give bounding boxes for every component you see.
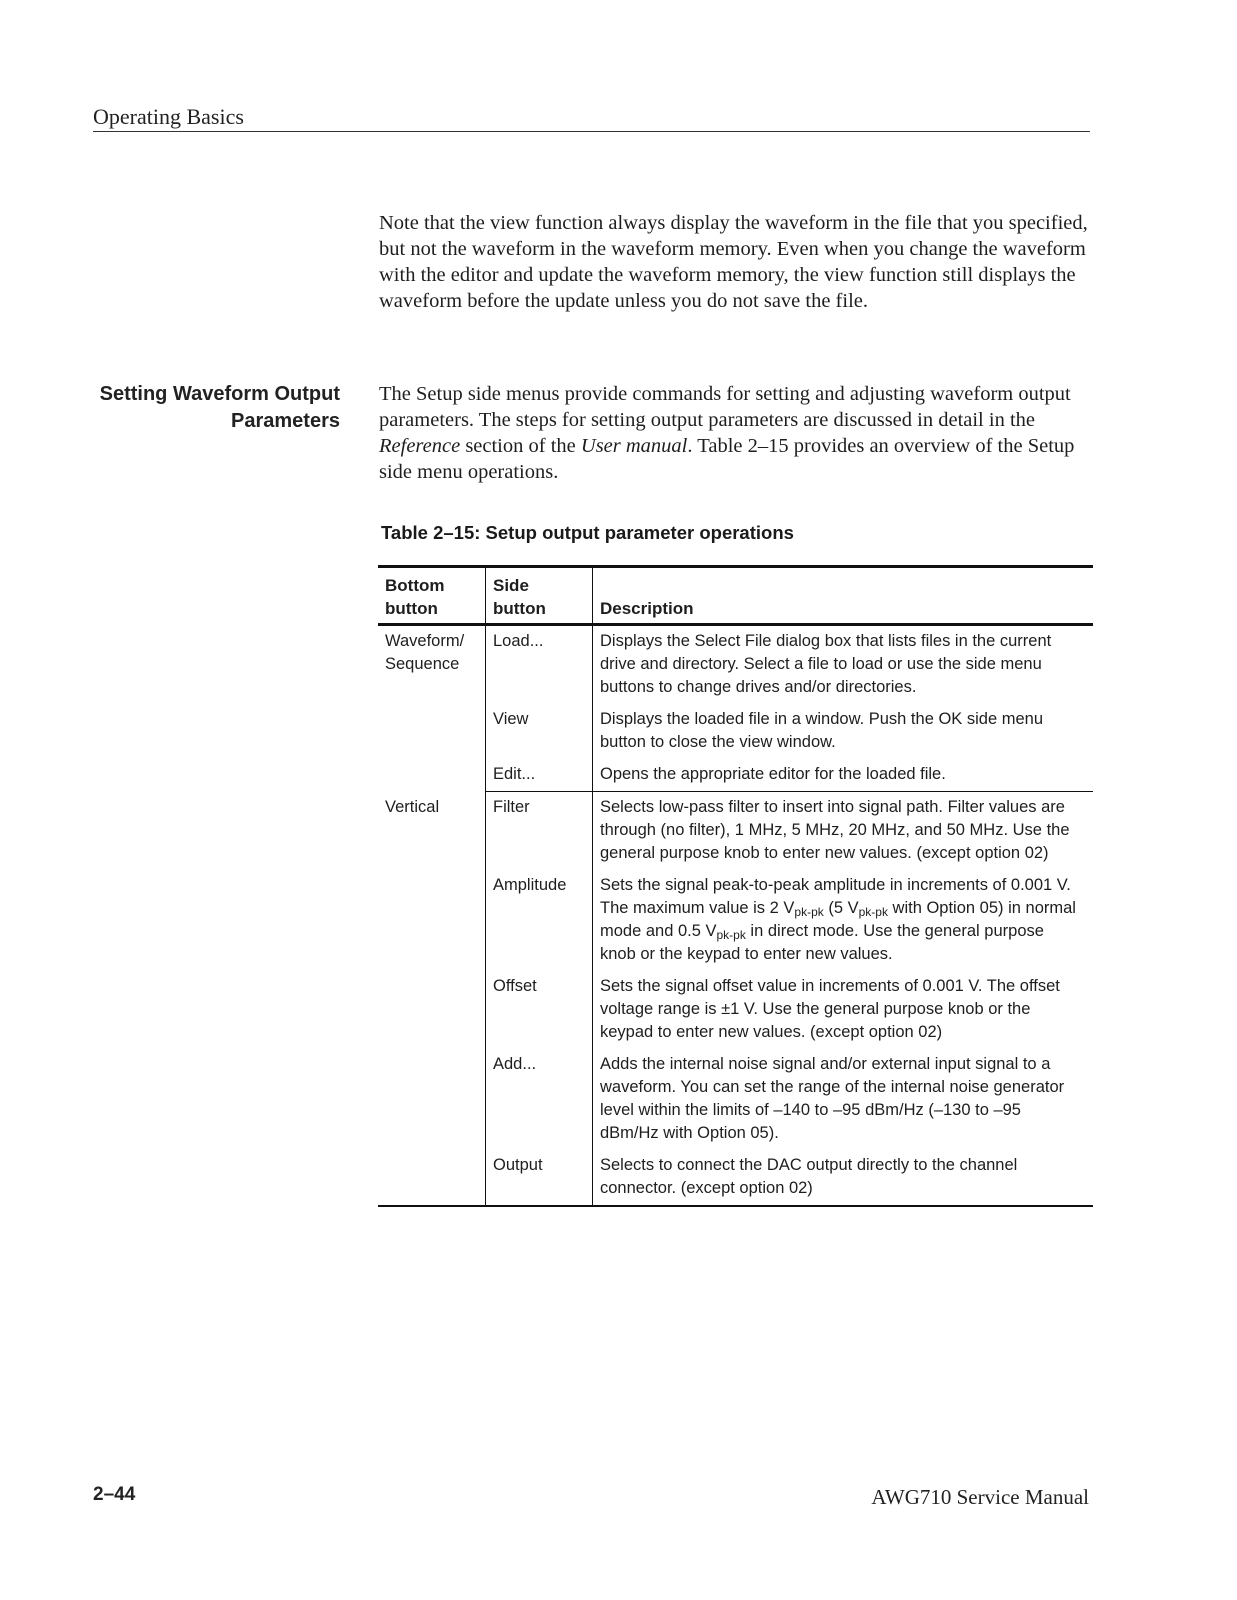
bottom-label-l2: Sequence <box>385 655 460 673</box>
intro-paragraph: Note that the view function always display the waveform in the file that you specified, but not the waveform in the waveform memory. Even when you change the waveform with the editor and update the waveform memory, the view function still displays the waveform before the update unless you do not save the file. <box>379 212 1088 312</box>
amplitude-text-3: with Option 05) in normal mode and 0.5 V <box>600 899 1076 940</box>
section-heading <box>60 381 340 435</box>
side-cell: Filter <box>486 792 593 871</box>
description-cell <box>593 870 1094 971</box>
manual-title: AWG710 Service Manual <box>871 1485 1089 1509</box>
setup-operations-table <box>378 565 1093 1207</box>
side-cell: Output <box>486 1150 593 1206</box>
bottom-cell-waveform-sequence <box>378 625 486 792</box>
description-cell: Displays the Select File dialog box that lists files in the current drive and directory. Select a file to load or use the side menu buttons to change drives and/or directories. <box>600 632 1052 696</box>
description-cell: Adds the internal noise signal and/or external input signal to a waveform. You can set the range of the internal noise generator level within the limits of –140 to –95 dBm/Hz (–130 to –95 dBm/Hz with Option 05). <box>600 1055 1065 1142</box>
header-bottom-button <box>378 567 486 625</box>
table-row <box>378 870 1093 971</box>
description-cell: Displays the loaded file in a window. Push the OK side menu button to close the view window. <box>600 710 1044 751</box>
amplitude-text-4: in direct mode. Use the general purpose knob or the keypad to enter new values. <box>600 922 1044 963</box>
side-cell: Add... <box>486 1049 593 1150</box>
reference-term: Reference <box>379 435 461 457</box>
table-row <box>378 792 1093 871</box>
side-cell: Load... <box>486 625 593 705</box>
description-cell: Sets the signal offset value in increments of 0.001 V. The offset voltage range is ±1 V. Use the general purpose knob or the keypad to enter new values. (except option 02) <box>600 977 1060 1041</box>
setup-text-3: . Table 2–15 provides an overview of the Setup side menu operations. <box>379 435 1075 483</box>
table-header-row <box>378 567 1093 625</box>
setup-text-1: The Setup side menus provide commands for setting and adjusting waveform output parameters. The steps for setting output parameters are discussed in detail in the <box>379 383 1071 431</box>
page-number: 2–44 <box>93 1484 136 1505</box>
table-row <box>378 1049 1093 1150</box>
table-row <box>378 759 1093 792</box>
table-row <box>378 625 1093 705</box>
header-rule <box>93 131 1090 132</box>
header-side-button <box>486 567 593 625</box>
subscript-pk-pk: pk-pk <box>716 928 746 942</box>
setup-paragraph <box>379 381 1094 485</box>
setup-text-2: section of the <box>460 435 581 457</box>
section-heading-line2: Parameters <box>231 410 340 432</box>
description-cell: Selects low-pass filter to insert into signal path. Filter values are through (no filter), 1 MHz, 5 MHz, 20 MHz, and 50 MHz. Use the general purpose knob to enter new values. (except option 02) <box>600 798 1070 862</box>
header-side-l2: button <box>493 599 546 618</box>
table-row <box>378 704 1093 759</box>
table-row <box>378 971 1093 1049</box>
side-cell: View <box>486 704 593 759</box>
table-caption: Table 2–15: Setup output parameter operations <box>381 522 794 543</box>
description-cell: Selects to connect the DAC output directly to the channel connector. (except option 02) <box>600 1156 1018 1197</box>
header-bottom-l2: button <box>385 599 438 618</box>
amplitude-text-2: (5 V <box>823 899 859 917</box>
table-row <box>378 1150 1093 1206</box>
bottom-label-l1: Waveform/ <box>385 632 465 650</box>
description-cell: Opens the appropriate editor for the loaded file. <box>593 759 1094 792</box>
side-cell: Offset <box>486 971 593 1049</box>
header-side-l1: Side <box>493 576 529 595</box>
section-heading-line1: Setting Waveform Output <box>99 383 340 405</box>
header-bottom-l1: Bottom <box>385 576 445 595</box>
side-cell: Amplitude <box>486 870 593 971</box>
header-description: Description <box>593 567 1094 625</box>
amplitude-text-1: Sets the signal peak-to-peak amplitude in increments of 0.001 V. The maximum value is 2 V <box>600 876 1071 917</box>
subscript-pk-pk: pk-pk <box>794 905 824 919</box>
running-header: Operating Basics <box>93 104 244 129</box>
side-cell: Edit... <box>486 759 593 792</box>
subscript-pk-pk: pk-pk <box>858 905 888 919</box>
bottom-cell-vertical: Vertical <box>378 792 486 1207</box>
user-manual-term: User manual <box>580 435 688 457</box>
